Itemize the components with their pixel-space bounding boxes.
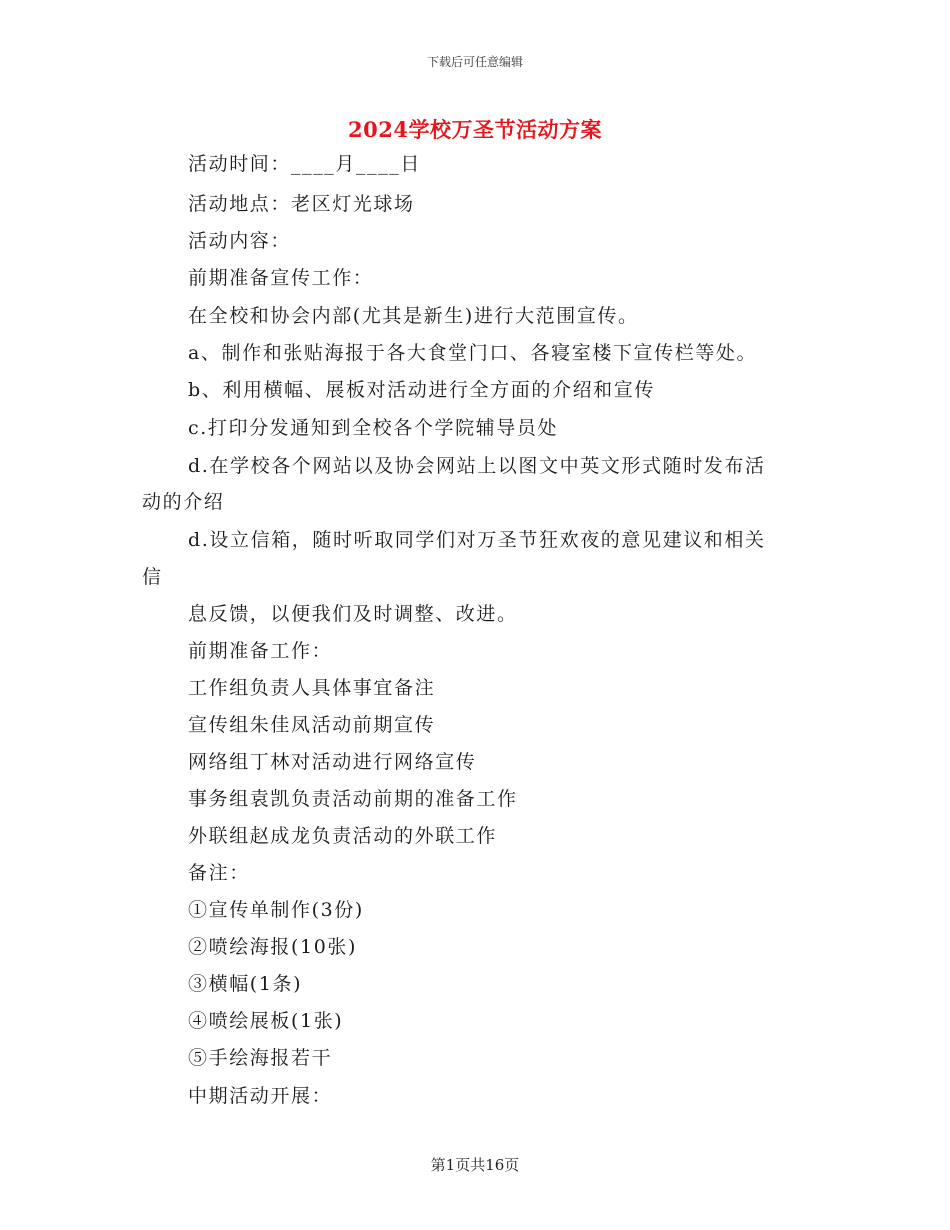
paragraph-line: 息反馈，以便我们及时调整、改进。 xyxy=(188,603,518,625)
paragraph-line: 备注： xyxy=(188,862,250,884)
document-title: 2024学校万圣节活动方案 xyxy=(348,117,602,142)
paragraph-line: ①宣传单制作(3份) xyxy=(188,899,364,921)
paragraph-line: 事务组袁凯负责活动前期的准备工作 xyxy=(188,788,518,810)
paragraph-line: 动的介绍 xyxy=(142,491,225,513)
paragraph-line: b、利用横幅、展板对活动进行全方面的介绍和宣传 xyxy=(188,379,655,401)
paragraph-line: 工作组负责人具体事宜备注 xyxy=(188,677,436,699)
paragraph-line: 活动内容： xyxy=(188,230,292,252)
paragraph-line: ③横幅(1条) xyxy=(188,973,303,995)
paragraph-line: 信 xyxy=(142,566,163,588)
paragraph-line: 活动时间：____月____日 xyxy=(188,153,422,175)
paragraph-line: a、制作和张贴海报于各大食堂门口、各寝室楼下宣传栏等处。 xyxy=(188,342,758,364)
page-header-note: 下载后可任意编辑 xyxy=(426,55,523,69)
paragraph-line: ⑤手绘海报若干 xyxy=(188,1047,333,1069)
paragraph-line: d.设立信箱，随时听取同学们对万圣节狂欢夜的意见建议和相关 xyxy=(188,529,766,551)
paragraph-line: 中期活动开展： xyxy=(188,1085,333,1107)
paragraph-line: 前期准备宣传工作： xyxy=(188,267,374,289)
paragraph-line: c.打印分发通知到全校各个学院辅导员处 xyxy=(188,417,559,439)
paragraph-line: 宣传组朱佳凤活动前期宣传 xyxy=(188,714,436,736)
paragraph-line: 活动地点：老区灯光球场 xyxy=(188,193,415,215)
paragraph-line: 在全校和协会内部(尤其是新生)进行大范围宣传。 xyxy=(188,305,639,327)
paragraph-line: ④喷绘展板(1张) xyxy=(188,1010,344,1032)
paragraph-line: d.在学校各个网站以及协会网站上以图文中英文形式随时发布活 xyxy=(188,455,766,477)
paragraph-line: 外联组赵成龙负责活动的外联工作 xyxy=(188,825,498,847)
page-number-footer: 第1页共16页 xyxy=(430,1156,520,1174)
paragraph-line: 前期准备工作： xyxy=(188,640,333,662)
paragraph-line: ②喷绘海报(10张) xyxy=(188,936,358,958)
paragraph-line: 网络组丁林对活动进行网络宣传 xyxy=(188,751,477,773)
